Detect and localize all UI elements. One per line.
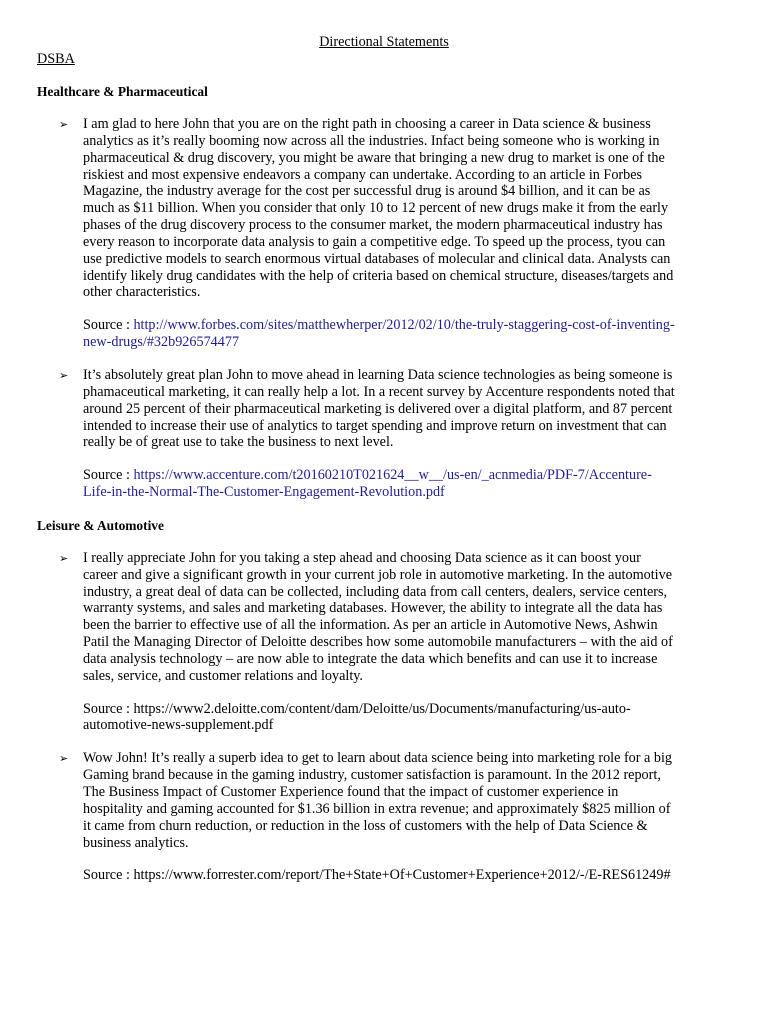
section-leisure-automotive xyxy=(37,517,731,884)
source-label: Source : xyxy=(83,317,134,334)
section-heading: Healthcare & Pharmaceutical xyxy=(37,84,208,99)
source-line xyxy=(83,701,731,735)
arrow-bullet-icon: ➢ xyxy=(59,118,69,131)
list-item xyxy=(37,750,731,884)
source-link[interactable]: https://www.accenture.com/t20160210T021624__w__/us-en/_acnmedia/PDF-7/Accenture- Life-in-the-Normal-The-Customer-Engagement-Revolution.pdf xyxy=(83,467,652,501)
list-item xyxy=(37,550,731,734)
arrow-bullet-icon: ➢ xyxy=(59,368,69,382)
document-page xyxy=(37,34,731,900)
source-label: Source : xyxy=(83,467,134,484)
arrow-bullet-icon: ➢ xyxy=(59,551,69,565)
source-link[interactable]: http://www.forbes.com/sites/matthewherper/2012/02/10/the-truly-staggering-cost-of-inventing- new-drugs/#32b926574477 xyxy=(83,317,675,351)
source-line xyxy=(83,467,731,501)
arrow-bullet-icon: ➢ xyxy=(59,752,69,766)
document-title: Directional Statements xyxy=(319,34,449,50)
source-url-text: https://www2.deloitte.com/content/dam/Deloitte/us/Documents/manufacturing/us-auto- automotive-news-supplement.pdf xyxy=(83,700,631,734)
statement-text: It’s absolutely great plan John to move ahead in learning Data science technologies as being someone is phamaceutical marketing, it can really help a lot. In a recent survey by Accenture respondents noted that around 25 percent of their pharmaceutical marketing is delivered over a digital platform, and 87 percent intended to increase their use of analytics to target spending and improve return on investment that can really be of great use to take the business to next level. xyxy=(83,366,675,451)
statement-text: I am glad to here John that you are on the right path in choosing a career in Data science & business analytics as it’s really booming now across all the industries. Infact being someone who is working in pharmaceutical & drug discovery, you might be aware that bringing a new drug to market is one of the riskiest and most expensive endeavors a company can undertake. According to an article in Forbes Magazine, the industry average for the cost per successful drug is around $4 billion, and it can be as much as $11 billion. When you consider that only 10 to 12 percent of new drugs make it from the early phases of the drug discovery process to the consumer market, the modern pharmaceutical industry has every reason to incorporate data analysis to gain a competitive edge. To speed up the process, tyou can use predictive models to search enormous virtual databases of molecular and clinical data. Analysts can identify likely drug candidates with the help of criteria based on chemical structure, diseases/targets and other characteristics. xyxy=(83,116,674,301)
source-url-text: https://www.forrester.com/report/The+State+Of+Customer+Experience+2012/-/E-RES61249# xyxy=(133,867,671,884)
statement-text: Wow John! It’s really a superb idea to get to learn about data science being into marketing role for a big Gaming brand because in the gaming industry, customer satisfaction is paramount. In the 2012 report, The Business Impact of Customer Experience found that the impact of customer experience in hospitality and gaming accounted for $1.36 billion in extra revenue; and approximately $825 million of it came from churn reduction, or reduction in the loss of customers with the help of Data Science & business analytics. xyxy=(83,750,673,851)
course-label: DSBA xyxy=(37,51,75,67)
list-item xyxy=(37,367,731,501)
source-line xyxy=(83,317,731,351)
section-heading: Leisure & Automotive xyxy=(37,517,164,533)
section-healthcare xyxy=(37,83,731,501)
source-line xyxy=(83,867,731,884)
statement-text: I really appreciate John for you taking a step ahead and choosing Data science as it can boost your career and give a significant growth in your current job role in automotive marketing. In the automotive industry, a great deal of data can be collected, including data from call centers, dealers, service centers, warranty systems, and sales and marketing databases. However, the ability to integrate all the data has been the barrier to effective use of all the information. As per an article in Automotive News, Ashwin Patil the Managing Director of Deloitte describes how some automobile manufacturers – with the aid of data analysis technology – are now able to integrate the data which benefits and can use it to increase sales, service, and customer relations and loyalty. xyxy=(83,549,673,684)
source-label: Source : xyxy=(83,867,134,884)
source-label: Source : xyxy=(83,700,134,717)
list-item xyxy=(37,116,731,351)
